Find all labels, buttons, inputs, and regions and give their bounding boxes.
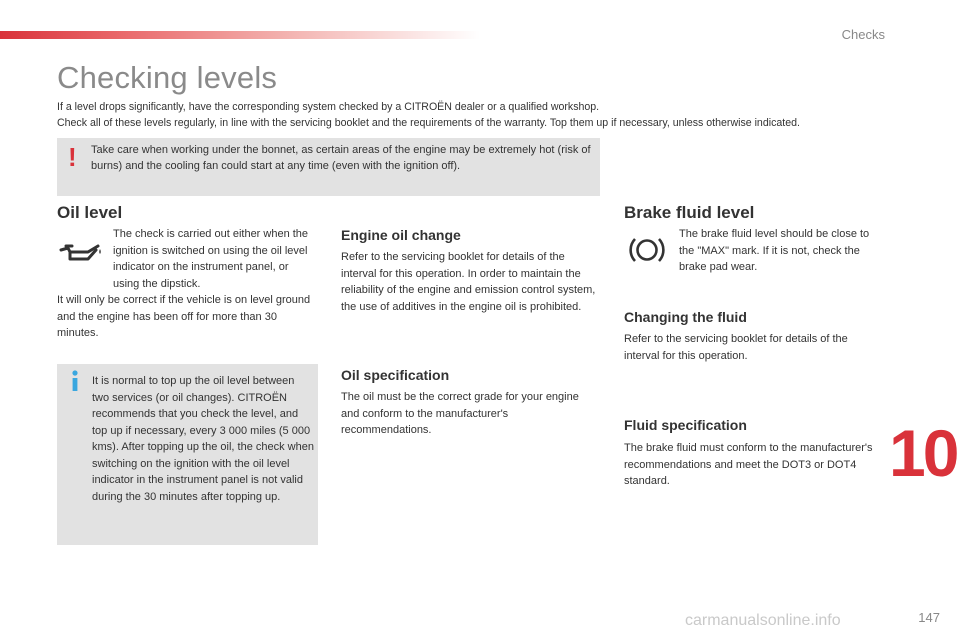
info-box [57, 364, 318, 545]
intro-text [57, 99, 917, 131]
oil-level-heading: Oil level [57, 203, 123, 222]
oil-level-text-1: The check is carried out either when the ignition is switched on using the oil level indicator on the instrument panel, or using the dipstick. [113, 228, 309, 290]
changing-fluid-text: Refer to the servicing booklet for details of the interval for this operation. [624, 333, 848, 362]
brake-fluid-level-text: The brake fluid level should be close to the "MAX" mark. If it is not, check the brake pad wear. [679, 228, 870, 273]
info-icon [70, 370, 80, 397]
engine-oil-change-text: Refer to the servicing booklet for details of the interval for this operation. In order to maintain the reliability of the engine and emission control system, the use of additives in the engine oil is prohibited. [341, 251, 596, 313]
page-title: Checking levels [57, 60, 278, 95]
brake-fluid-level-heading: Brake fluid level [624, 203, 755, 222]
oil-specification-text: The oil must be the correct grade for your engine and conform to the manufacturer's recommendations. [341, 391, 579, 436]
oil-level-text-2: It will only be correct if the vehicle is on level ground and the engine has been off for more than 30 minutes. [57, 294, 311, 339]
brake-warning-icon [627, 235, 667, 270]
oil-specification-heading: Oil specification [341, 367, 450, 383]
warning-text: Take care when working under the bonnet, as certain areas of the engine may be extremely hot (risk of burns) and the cooling fan could start at any time (even with the ignition off). [91, 144, 591, 172]
engine-oil-change-heading: Engine oil change [341, 227, 461, 243]
chapter-number: 10 [889, 416, 957, 490]
header-color-bar [0, 31, 480, 39]
page-number: 147 [918, 610, 940, 625]
fluid-specification-heading: Fluid specification [624, 417, 747, 433]
section-name: Checks [841, 27, 885, 42]
watermark: carmanualsonline.info [685, 612, 841, 629]
fluid-specification-text: The brake fluid must conform to the manufacturer's recommendations and meet the DOT3 or DOT4 standard. [624, 442, 873, 487]
warning-exclamation-icon: ! [68, 142, 77, 172]
intro-line-2: Check all of these levels regularly, in line with the servicing booklet and the requirements of the warranty. Top them up if necessary, unless otherwise indicated. [57, 117, 800, 129]
changing-fluid-heading: Changing the fluid [624, 309, 747, 325]
oil-can-icon [58, 240, 104, 271]
warning-box [57, 138, 600, 196]
intro-line-1: If a level drops significantly, have the corresponding system checked by a CITROËN dealer or a qualified workshop. [57, 101, 600, 113]
info-text: It is normal to top up the oil level between two services (or oil changes). CITROËN recommends that you check the level, and top up if necessary, every 3 000 miles (5 000 kms). After topping up the oil, the check when switching on the ignition with the oil level indicator in the instrument panel is not valid during the 30 minutes after topping up. [92, 375, 314, 503]
